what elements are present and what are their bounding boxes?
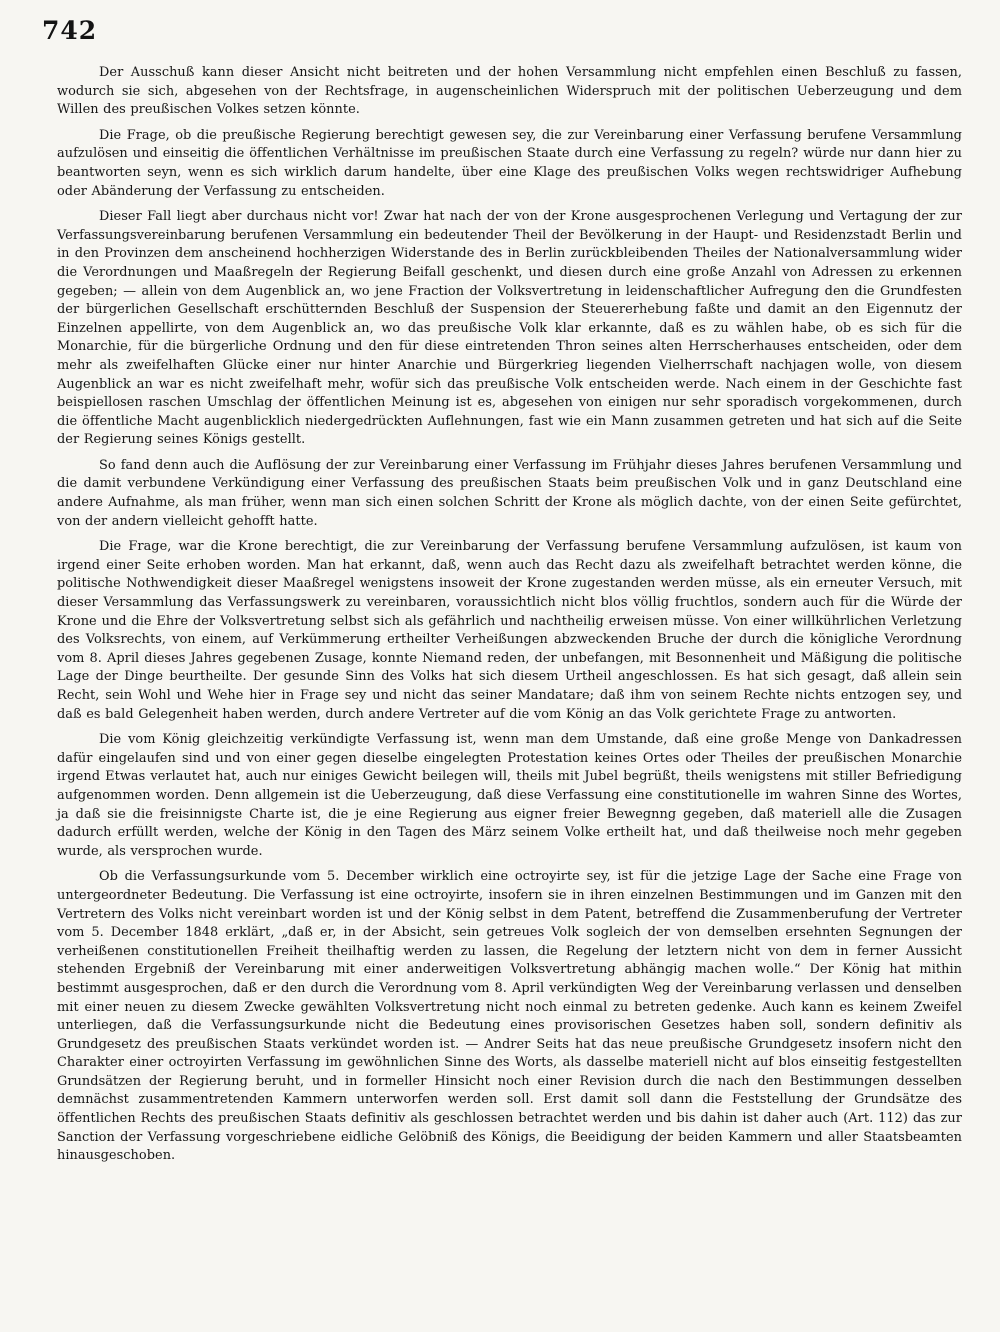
paragraph: So fand denn auch die Auflösung der zur Vereinbarung einer Verfassung im Frühjahr dieses Jahres berufenen Versammlung und die damit verbundene Verkündigung einer Verfassung des preußischen Staats beim preußischen Volk und in ganz Deutschland eine andere Aufnahme, als man früher, wenn man sich einen solchen Schritt der Krone als möglich dachte, von der einen Seite gefürchtet, von der andern vielleicht gehofft hatte.	[57, 457, 962, 529]
paragraph: Ob die Verfassungsurkunde vom 5. December wirklich eine octroyirte sey, ist für die jetzige Lage der Sache eine Frage von untergeordneter Bedeutung. Die Verfassung ist eine octroyirte, insofern sie in ihren einzelnen Bestimmungen und im Ganzen mit den Vertretern des Volks nicht vereinbart worden ist und der König selbst in dem Patent, betreffend die Zusammenberufung der Vertreter vom 5. December 1848 erklärt, „daß er, in der Absicht, sein getreues Volk sogleich der von demselben ersehnten Segnungen der verheißenen constitutionellen Freiheit theilhaftig werden zu lassen, die Regelung der letztern nicht von dem in ferner Aussicht stehenden Ergebniß der Vereinbarung mit einer anderweitigen Volksvertretung abhängig machen wolle.“ Der König hat mithin bestimmt ausgesprochen, daß er den durch die Verordnung vom 8. April verkündigten Weg der Vereinbarung verlassen und denselben mit einer neuen zu diesem Zwecke gewählten Volksvertretung nicht noch einmal zu betreten gedenke. Auch kann es keinem Zweifel unterliegen, daß die Verfassungsurkunde nicht die Bedeutung eines provisorischen Gesetzes haben soll, sondern definitiv als Grundgesetz des preußischen Staats verkündet worden ist. — Andrer Seits hat das neue preußische Grundgesetz insofern nicht den Charakter einer octroyirten Verfassung im gewöhnlichen Sinne des Worts, als dasselbe materiell nicht auf blos einseitig festgestellten Grundsätzen der Regierung beruht, und in formeller Hinsicht noch einer Revision durch die nach den Bestimmungen desselben demnächst zusammentretenden Kammern unterworfen werden soll. Erst damit soll dann die Feststellung der Grundsätze des öffentlichen Rechts des preußischen Staats definitiv als geschlossen betrachtet werden und bis dahin ist daher auch (Art. 112) das zur Sanction der Verfassung vorgeschriebene eidliche Gelöbniß des Königs, die Beeidigung der beiden Kammern und aller Staatsbeamten hinausgeschoben.	[57, 869, 962, 1164]
paragraph: Der Ausschuß kann dieser Ansicht nicht beitreten und der hohen Versammlung nicht empfehlen einen Beschluß zu fassen, wodurch sie sich, abgesehen von der Rechtsfrage, in augenscheinlichen Widerspruch mit der politischen Ueberzeugung und dem Willen des preußischen Volkes setzen könnte.	[57, 65, 962, 118]
page-number: 742	[42, 16, 98, 45]
paragraph: Die Frage, ob die preußische Regierung berechtigt gewesen sey, die zur Vereinbarung einer Verfassung berufene Versammlung aufzulösen und einseitig die öffentlichen Verhältnisse im preußischen Staate durch eine Verfassung zu regeln? würde nur dann hier zu beantworten seyn, wenn es sich wirklich darum handelte, über eine Klage des preußischen Volks wegen rechtswidriger Aufhebung oder Abänderung der Verfassung zu entscheiden.	[57, 127, 962, 199]
paragraph: Dieser Fall liegt aber durchaus nicht vor! Zwar hat nach der von der Krone ausgesprochenen Verlegung und Vertagung der zur Verfassungsvereinbarung berufenen Versammlung ein bedeutender Theil der Bevölkerung in der Haupt- und Residenzstadt Berlin und in den Provinzen dem anscheinend hochherzigen Widerstande des in Berlin zurückbleibenden Theiles der Nationalversammlung wider die Verordnungen und Maaßregeln der Regierung Beifall geschenkt, und diesen durch eine große Anzahl von Adressen zu erkennen gegeben; — allein von dem Augenblick an, wo jene Fraction der Volksvertretung in leidenschaftlicher Aufregung den die Grundfesten der bürgerlichen Gesellschaft erschütternden Beschluß der Suspension der Steuererhebung faßte und damit an den Eigennutz der Einzelnen appellirte, von dem Augenblick an, wo das preußische Volk klar erkannte, daß es zu wählen habe, ob es sich für die Monarchie, für die bürgerliche Ordnung und den für diese eintretenden Thron seines alten Herrscherhauses entscheiden, oder dem mehr als zweifelhaften Glücke einer nur hinter Anarchie und Bürgerkrieg liegenden Vielherrschaft nachjagen wolle, von diesem Augenblick an war es nicht zweifelhaft mehr, wofür sich das preußische Volk entscheiden werde. Nach einem in der Geschichte fast beispiellosen raschen Umschlag der öffentlichen Meinung ist es, abgesehen von einigen nur sehr sporadisch vorgekommenen, durch die öffentliche Macht augenblicklich niedergedrückten Auflehnungen, fast wie ein Mann zusammen getreten und hat sich auf die Seite der Regierung seines Königs gestellt.	[57, 209, 962, 448]
body-text	[57, 64, 962, 1173]
paragraph: Die Frage, war die Krone berechtigt, die zur Vereinbarung der Verfassung berufene Versammlung aufzulösen, ist kaum von irgend einer Seite erhoben worden. Man hat erkannt, daß, wenn auch das Recht dazu als zweifelhaft betrachtet werden könne, die politische Nothwendigkeit dieser Maaßregel wenigstens insoweit der Krone zugestanden werden müsse, als ein erneuter Versuch, mit dieser Versammlung das Verfassungswerk zu vereinbaren, voraussichtlich nicht blos völlig fruchtlos, sondern auch für die Würde der Krone und die Ehre der Volksvertretung selbst sich als gefährlich und nachtheilig erweisen müsse. Von einer willkührlichen Verletzung des Volksrechts, von einem, auf Verkümmerung ertheilter Verheißungen abzweckenden Bruche der durch die königliche Verordnung vom 8. April dieses Jahres gegebenen Zusage, konnte Niemand reden, der unbefangen, mit Besonnenheit und Mäßigung die politische Lage der Dinge beurtheilte. Der gesunde Sinn des Volks hat sich diesem Urtheil angeschlossen. Es hat sich gesagt, daß allein sein Recht, sein Wohl und Wehe hier in Frage sey und nicht das seiner Mandatare; daß ihm von seinem Rechte nichts entzogen sey, und daß es bald Gelegenheit haben werden, durch andere Vertreter auf die vom König an das Volk gerichtete Frage zu antworten.	[57, 539, 962, 722]
paragraph: Die vom König gleichzeitig verkündigte Verfassung ist, wenn man dem Umstande, daß eine große Menge von Dankadressen dafür eingelaufen sind und von einer gegen dieselbe eingelegten Protestation keines Ortes oder Theiles der preußischen Monarchie irgend Etwas verlautet hat, auch nur einiges Gewicht beilegen will, theils mit Jubel begrüßt, theils wenigstens mit stiller Befriedigung aufgenommen worden. Denn allgemein ist die Ueberzeugung, daß diese Verfassung eine constitutionelle im wahren Sinne des Wortes, ja daß sie die freisinnigste Charte ist, die je eine Regierung aus eigner freier Bewegnng gegeben, daß materiell alle die Zusagen dadurch erfüllt werden, welche der König in den Tagen des März seinem Volke ertheilt hat, und daß theilweise noch mehr gegeben wurde, als versprochen wurde.	[57, 732, 962, 859]
